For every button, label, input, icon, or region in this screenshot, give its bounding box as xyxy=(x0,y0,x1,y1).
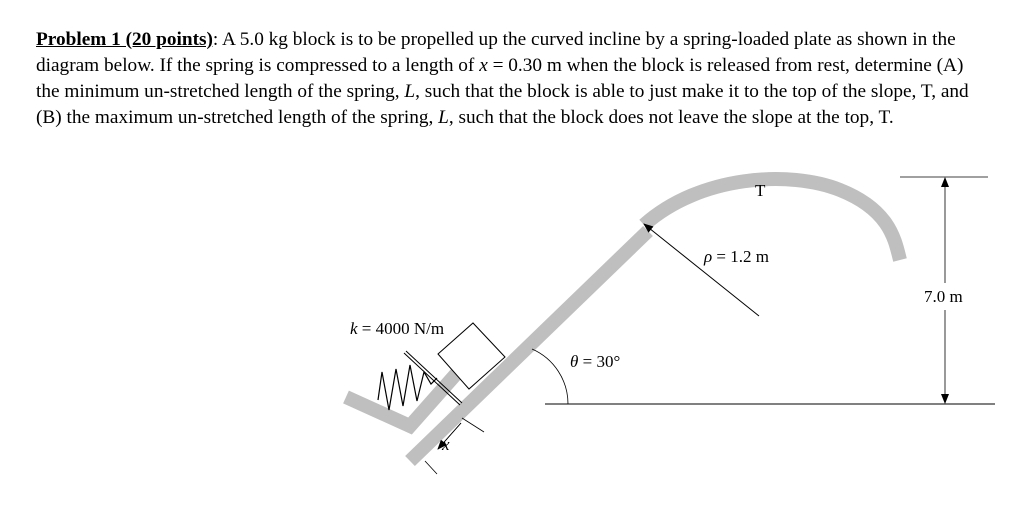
x-dimension-tick xyxy=(462,418,484,432)
radius-label xyxy=(703,247,769,266)
problem-text-part-1: A 5.0 kg block is to be propelled up the curved incline by a spring-loaded plate as shown in the diagram below. If the spring is compressed to a length of xyxy=(36,29,956,76)
angle-label xyxy=(570,352,620,371)
problem-heading: Problem 1 (20 points) xyxy=(36,29,213,50)
height-label: 7.0 m xyxy=(924,287,963,306)
problem-text-part-3: , such that the block is able to just make it to the top of the slope, T, and (B) the maximum un-stretched length of the spring, xyxy=(36,81,969,128)
variable-x: x xyxy=(479,55,488,76)
radius-arrow xyxy=(644,224,759,316)
rho-value: = 1.2 m xyxy=(712,247,769,266)
x-label: x xyxy=(442,435,450,454)
heading-colon: : xyxy=(212,29,223,50)
theta-symbol: θ xyxy=(570,352,579,371)
theta-value: = 30° xyxy=(578,352,621,371)
rho-symbol: ρ xyxy=(704,247,713,266)
problem-text-part-2: = 0.30 m when the block is released from rest, determine (A) the minimum un-stretched length of the spring, xyxy=(36,55,964,102)
top-label: T xyxy=(755,181,766,200)
x-dimension-tick xyxy=(425,461,437,474)
variable-L: L xyxy=(438,107,449,128)
straight-incline xyxy=(410,231,648,461)
curved-track xyxy=(644,179,900,260)
angle-arc xyxy=(532,349,568,404)
k-symbol: k xyxy=(350,319,358,338)
spring-constant-label xyxy=(350,319,444,338)
variable-L: L xyxy=(404,81,416,102)
k-value: = 4000 N/m xyxy=(357,319,445,338)
problem-text-part-4: , such that the block does not leave the slope at the top, T. xyxy=(448,107,894,128)
